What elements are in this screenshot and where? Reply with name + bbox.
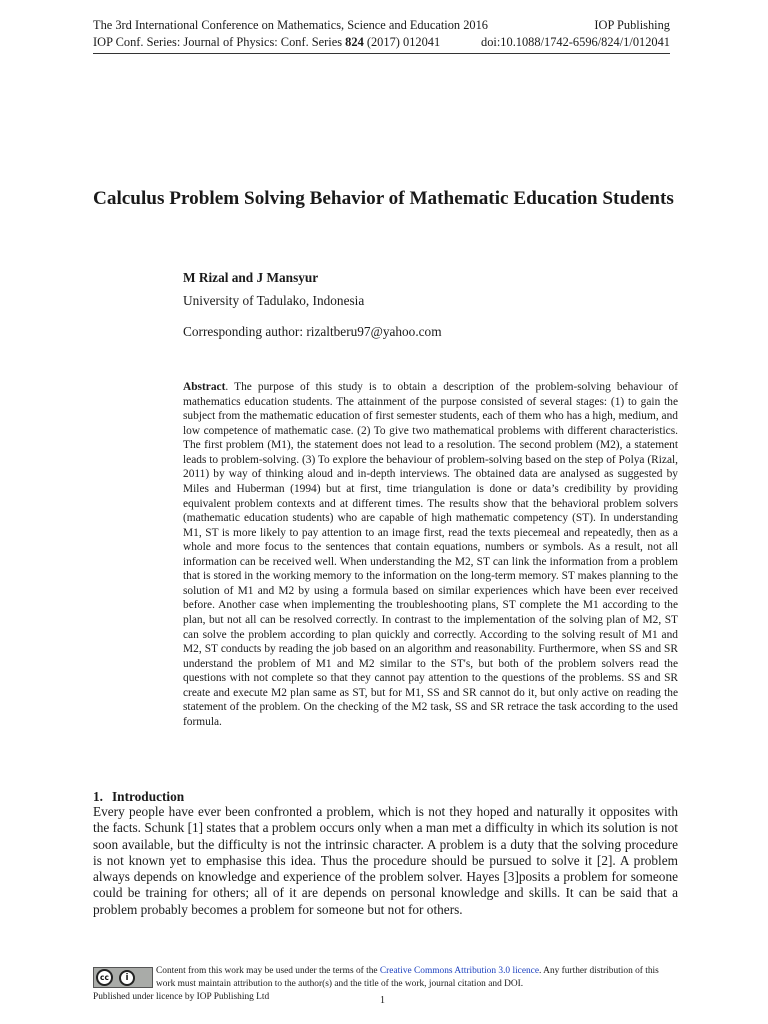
attribution-icon: i bbox=[119, 970, 135, 986]
section-heading-introduction bbox=[93, 789, 184, 805]
page-number: 1 bbox=[380, 995, 385, 1006]
creative-commons-badge[interactable] bbox=[93, 967, 153, 988]
header-divider bbox=[93, 53, 670, 54]
license-text bbox=[156, 965, 678, 991]
series-prefix: IOP Conf. Series: Journal of Physics: Conf. Series bbox=[93, 35, 346, 49]
abstract-label: Abstract bbox=[183, 381, 226, 393]
conference-name: The 3rd International Conference on Mathematics, Science and Education 2016 bbox=[93, 18, 488, 32]
cc-logo-icon: cc bbox=[96, 969, 113, 986]
license-link[interactable]: Creative Commons Attribution 3.0 licence bbox=[379, 966, 540, 976]
publisher-name: IOP Publishing bbox=[594, 18, 670, 32]
publisher-line: Published under licence by IOP Publishing Ltd bbox=[93, 992, 270, 1002]
section-number: 1. bbox=[93, 789, 103, 804]
license-post: . Any further distribution of this work must maintain attribution to the author(s) and the title of the work, journal citation and DOI. bbox=[156, 966, 659, 989]
series-suffix: (2017) 012041 bbox=[363, 35, 441, 49]
paper-title: Calculus Problem Solving Behavior of Mathematic Education Students bbox=[93, 188, 674, 209]
running-header-line-1 bbox=[93, 18, 670, 33]
abstract bbox=[183, 380, 678, 730]
license-pre: Content from this work may be used under the terms of the bbox=[156, 966, 380, 976]
series-volume: 824 bbox=[345, 35, 364, 49]
running-header-line-2 bbox=[93, 35, 670, 50]
abstract-text: . The purpose of this study is to obtain a description of the problem-solving behaviour of mathematics education students. The attainment of the purpose consisted of several stages: (1) to gain the subject from the mathematic education of first semester students, each of them who has a high, medium, and low competence of mathematic case. (2) To give two mathematical problems with different characteristics. The first problem (M1), the statement does not lead to a resolution. The second problem (M2), a statement leads to problem-solving. (3) To explore the behaviour of problem-solving based on the step of Polya (Rizal, 2011) by way of thinking aloud and in-depth interviews. The obtained data are analysed as suggested by Miles and Huberman (1994) but at first, time triangulation is done or data’s credibility by providing equivalent problem contexts and at different times. The results show that the behavioral problem solvers (mathematic education students) who are capable of high mathematic competency (ST). In understanding M1, ST is more likely to pay attention to an image first, read the texts piecemeal and repeatedly, then as a whole and more focus to the sentences that contain equations, numbers or symbols. As a result, not all information can be received well. When understanding the M2, ST can link the information from a problem that is stored in the working memory to the information on the long-term memory. ST makes planning to the solution of M1 and M2 by using a formula based on similar experiences which have been ever received before. Another case when implementing the troubleshooting plans, ST complete the M1 according to the plan, but not all can be resolved correctly. In contrast to the implementation of the solving plan of M2, ST can solve the problem according to plan quickly and correctly. According to the solving result of M1 and M2, ST conducts by reading the job based on an algorithm and reasonability. Furthermore, when SS and SR understand the problem of M1 and M2 similar to the ST's, but both of the problem solvers read the questions with not complete so that they cannot pay attention to the questions of the problems. SS and SR create and execute M2 plan same as ST, but for M1, SS and SR cannot do it, but only active on reading the statement of the problem. On the checking of the M2 task, SS and SR retrace the task according to the used formula. bbox=[183, 381, 679, 728]
corresponding-author: Corresponding author: rizaltberu97@yahoo.com bbox=[183, 324, 442, 339]
paper-authors: M Rizal and J Mansyur bbox=[183, 270, 319, 285]
doi-link[interactable]: doi:10.1088/1742-6596/824/1/012041 bbox=[481, 35, 670, 49]
author-affiliation: University of Tadulako, Indonesia bbox=[183, 293, 365, 308]
introduction-paragraph: Every people have ever been confronted a problem, which is not they hoped and naturally it opposites with the facts. Schunk [1] states that a problem occurs only when a man met a difficulty in which its solution is not soon available, but the difficulty is not the intrinsic character. A problem is a duty that the solving procedure is not known yet to emphasise this idea. Thus the procedure should be pursued to solve it [2]. A problem always depends on knowledge and experience of the problem solver. Hayes [3]posits a problem for someone could be training for others; all of it are depends on personal knowledge and skills. It can be said that a problem probably becomes a problem for someone but not for others. bbox=[93, 804, 678, 917]
journal-series bbox=[93, 35, 440, 50]
section-title: Introduction bbox=[112, 789, 185, 804]
